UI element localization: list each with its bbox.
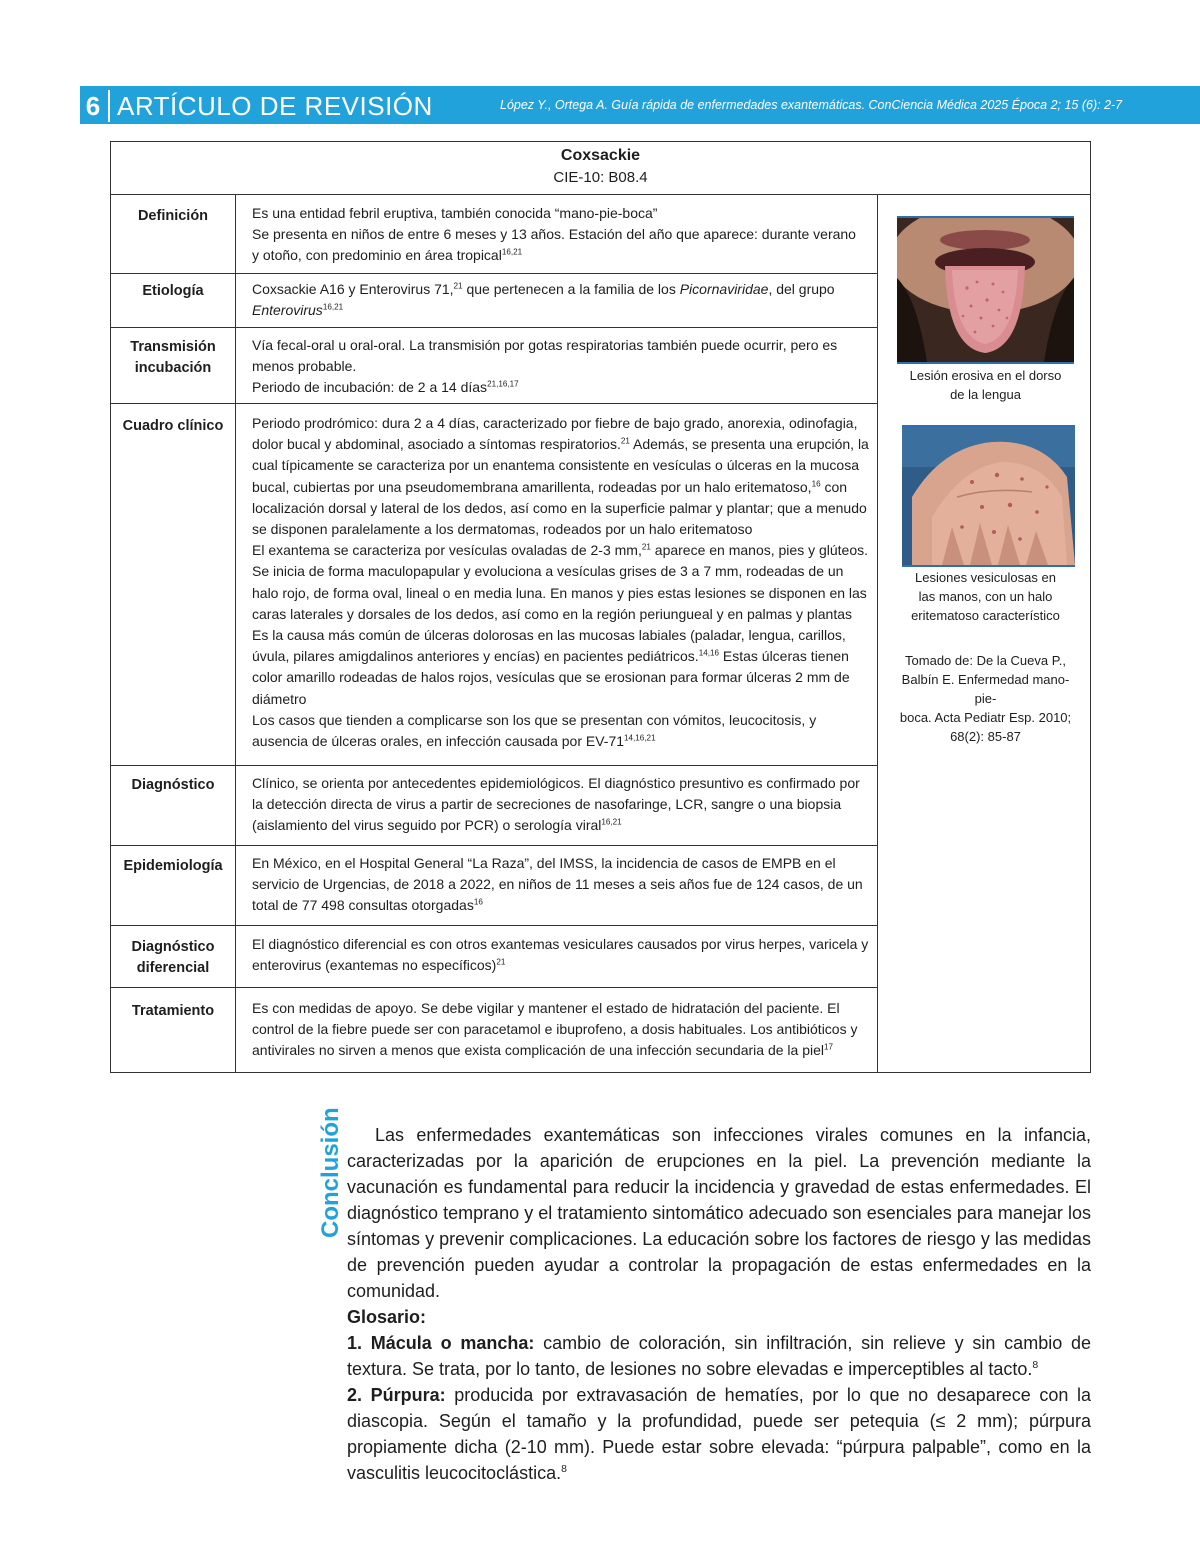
diagnosis-text <box>252 773 872 837</box>
reference: 21 <box>496 957 506 967</box>
clinical-paragraph <box>252 413 872 540</box>
glossary-item <box>347 1330 1091 1382</box>
conclusion-side-label <box>316 1107 346 1268</box>
differential-body: El diagnóstico diferencial es con otros exantemas vesiculares causados por virus herpes, varicela y enterovirus (exantemas no específicos) <box>252 936 869 974</box>
source-line: boca. Acta Pediatr Esp. 2010; <box>899 710 1072 725</box>
reference: 21,16,17 <box>487 379 519 389</box>
reference: 16,21 <box>501 247 523 257</box>
tongue-photo-icon <box>897 218 1074 362</box>
reference: 17 <box>824 1042 834 1052</box>
clinical-text: Además, se presenta una erupción, la cual típicamente se caracteriza por un enantema consistente en vesículas o úlceras en la mucosa bucal, cubiertas por una pseudomembrana amarillenta, rodeadas por un halo eritematoso, <box>252 436 869 495</box>
caption-line: eritematoso característico <box>911 608 1060 623</box>
etiology-text <box>252 279 872 321</box>
row-text-etiologia <box>252 279 872 321</box>
row-divider <box>111 765 877 766</box>
article-citation: López Y., Ortega A. Guía rápida de enfermedades exantemáticas. ConCiencia Médica 2025 Época 2; 15 (6): 2-7 <box>500 98 1123 112</box>
clinical-text: Periodo prodrómico: dura 2 a 4 días, caracterizado por fiebre de bajo grado, anorexia, odinofagia, dolor bucal y abdominal, asociado a síntomas respiratorios. <box>252 415 858 453</box>
hand-photo-icon <box>902 427 1075 565</box>
tongue-image-caption <box>897 366 1074 404</box>
tongue-lesion-image <box>897 216 1074 364</box>
row-text-diagnostico <box>252 773 872 837</box>
reference: 16,21 <box>601 817 622 827</box>
label-line: diferencial <box>136 960 210 976</box>
page-number: 6 <box>85 91 101 121</box>
treatment-body: Es con medidas de apoyo. Se debe vigilar y mantener el estado de hidratación del paciente. El control de la fiebre puede ser con paracetamol e ibuprofeno, a dosis habituales. Los antibióticos y antivirales no sirven a menos que exista complicación de una infección secundaria de la piel <box>252 1000 858 1059</box>
label-line: Transmisión <box>130 339 216 355</box>
reference: 21 <box>641 542 651 552</box>
etiology-part: Coxsackie A16 y Enterovirus 71, <box>252 281 454 297</box>
header-separator <box>108 90 110 122</box>
diagnosis-body: Clínico, se orienta por antecedentes epidemiológicos. El diagnóstico presuntivo es confirmado por la detección directa de virus a partir de secreciones de nasofaringe, LCR, sangre o una biopsia (aislamiento del virus seguido por PCR) o serología viral <box>252 775 860 834</box>
transmission-text: Vía fecal-oral u oral-oral. La transmisión por gotas respiratorias también puede ocurrir, pero es menos probable. <box>252 337 838 375</box>
etiology-part: , del grupo <box>768 281 835 297</box>
caption-line: Lesión erosiva en el dorso <box>909 368 1062 383</box>
reference: 14,16,21 <box>624 733 656 743</box>
column-divider <box>235 194 236 1073</box>
row-label-cuadro-clinico: Cuadro clínico <box>122 418 224 434</box>
row-label-transmision <box>111 337 235 379</box>
row-label-diagnostico-diferencial <box>111 937 235 979</box>
clinical-text: El exantema se caracteriza por vesículas ovaladas de 2-3 mm, <box>252 542 642 559</box>
incubation-text <box>252 377 872 398</box>
row-label-epidemiologia: Epidemiología <box>123 858 223 874</box>
clinical-text: con localización dorsal y lateral de los dedos, así como en la superficie palmar y plantar; que a menudo se disponen paralelamente a los dermatomas, rodeados por un halo eritematoso <box>252 478 867 538</box>
reference: 16 <box>811 478 821 488</box>
definition-line: Se presenta en niños de entre 6 meses y 13 años. Estación del año que aparece: durante verano <box>252 226 856 243</box>
row-divider <box>111 925 877 926</box>
label-line: incubación <box>134 360 212 376</box>
virus-family: Picornaviridae <box>679 281 769 297</box>
conclusion-paragraph: Las enfermedades exantemáticas son infecciones virales comunes en la infancia, caracterizadas por la aparición de erupciones en la piel. La prevención mediante la vacunación es fundamental para reducir la incidencia y gravedad de estas enfermedades. El diagnóstico temprano y el tratamiento sintomático adecuado son esenciales para manejar los síntomas y prevenir complicaciones. La educación sobre los factores de riesgo y las medidas de prevención pueden ayudar a controlar la propagación de estas enfermedades en la comunidad. <box>347 1125 1091 1301</box>
column-divider <box>877 194 878 1073</box>
epidemiology-body: En México, en el Hospital General “La Raza”, del IMSS, la incidencia de casos de EMPB en el servicio de Urgencias, de 2018 a 2022, en niños de 11 meses a seis años fue de 124 casos, de un total de 77 498 consultas otorgadas <box>252 855 863 914</box>
clinical-paragraph <box>252 625 872 710</box>
row-text-transmision <box>252 335 872 399</box>
glossary-term: 1. Mácula o mancha: <box>347 1333 535 1353</box>
clinical-text: Estas úlceras tienen color amarillo rodeadas de halos rojos, vesículas que se erosionan para formar úlceras 2 mm de diámetro <box>252 648 850 707</box>
differential-text <box>252 934 872 976</box>
etiology-part: que pertenecen a la familia de los <box>462 281 680 297</box>
row-text-cuadro-clinico <box>252 413 872 752</box>
glossary <box>347 1304 1091 1486</box>
clinical-text: Los casos que tienden a complicarse son los que se presentan con vómitos, leucocitosis, y ausencia de úlceras orales, en infección causada por EV-71 <box>252 711 817 750</box>
hand-lesion-image <box>902 425 1075 567</box>
glossary-definition: cambio de coloración, sin infiltración, sin relieve y sin cambio de textura. Se trata, por lo tanto, de lesiones no sobre elevadas e imperceptibles al tacto. <box>347 1333 1091 1379</box>
table-code: CIE-10: B08.4 <box>553 169 648 186</box>
row-divider <box>111 327 877 328</box>
row-label-definicion: Definición <box>137 208 209 224</box>
source-line: Tomado de: De la Cueva P., <box>905 653 1066 668</box>
section-title: ARTÍCULO DE REVISIÓN <box>117 91 433 121</box>
epidemiology-text <box>252 853 872 917</box>
hand-image-caption <box>897 568 1074 625</box>
reference: 16,21 <box>322 302 344 312</box>
label-line: Diagnóstico <box>131 939 215 955</box>
conclusion-text <box>347 1122 1091 1304</box>
header-margin <box>0 86 80 124</box>
definition-line <box>252 245 872 266</box>
row-divider <box>111 987 877 988</box>
reference: 14,16 <box>698 648 719 658</box>
glossary-definition: producida por extravasación de hematíes, por lo que no desaparece con la diascopia. Según el tamaño y la profundidad, puede ser petequia (≤ 2 mm); púrpura propiamente dicha (2-10 mm). Puede estar sobre elevada: “púrpura palpable”, como en la vasculitis leucocitoclástica. <box>347 1385 1091 1483</box>
caption-line: las manos, con un halo <box>918 589 1053 604</box>
incubation-period: Periodo de incubación: de 2 a 14 días <box>252 379 488 396</box>
row-label-etiologia: Etiología <box>142 283 204 299</box>
virus-group: Enterovirus <box>252 302 323 319</box>
clinical-paragraph <box>252 540 872 625</box>
page-header <box>0 86 1200 124</box>
row-label-diagnostico: Diagnóstico <box>131 777 215 793</box>
caption-line: Lesiones vesiculosas en <box>915 570 1056 585</box>
row-text-epidemiologia <box>252 853 872 917</box>
row-divider <box>111 273 877 274</box>
image-source <box>895 651 1076 746</box>
clinical-text: Es la causa más común de úlceras dolorosas en las mucosas labiales (paladar, lengua, carillos, úvula, pilares amigdalinos anteriores y encías) en pacientes pediátricos. <box>252 627 846 665</box>
caption-line: de la lengua <box>950 387 1021 402</box>
reference: 21 <box>620 436 630 446</box>
table-title-row <box>111 142 1090 195</box>
row-text-tratamiento <box>252 998 872 1062</box>
row-label-tratamiento: Tratamiento <box>131 1003 215 1019</box>
reference: 16 <box>473 897 483 907</box>
reference: 8 <box>561 1464 567 1475</box>
reference: 8 <box>1032 1360 1039 1371</box>
coxsackie-table <box>110 141 1091 1073</box>
row-divider <box>111 403 877 404</box>
reference: 21 <box>453 281 463 291</box>
row-text-definicion <box>252 203 872 267</box>
clinical-text: aparece en manos, pies y glúteos. Se inicia de forma maculopapular y evoluciona a vesículas grises de 3 a 7 mm, rodeadas de un halo rojo, de forma oval, lineal o en media luna. En manos y pies estas lesiones se disponen en las caras laterales y dorsales de los dedos, así como en la región periungueal y en palmas y plantas <box>252 542 869 622</box>
row-text-diagnostico-diferencial <box>252 934 872 976</box>
table-title: Coxsackie <box>560 147 641 164</box>
conclusion-label-text: Conclusión <box>317 1107 344 1238</box>
glossary-item <box>347 1382 1091 1486</box>
source-line: 68(2): 85-87 <box>950 729 1021 744</box>
definition-text: y otoño, con predominio en área tropical <box>252 247 502 264</box>
row-divider <box>111 845 877 846</box>
clinical-paragraph <box>252 710 872 752</box>
treatment-text <box>252 998 872 1062</box>
definition-line: Es una entidad febril eruptiva, también conocida “mano-pie-boca” <box>252 205 658 221</box>
glossary-title: Glosario: <box>347 1307 427 1327</box>
source-line: Balbín E. Enfermedad mano-pie- <box>901 672 1070 706</box>
glossary-term: 2. Púrpura: <box>347 1385 446 1405</box>
